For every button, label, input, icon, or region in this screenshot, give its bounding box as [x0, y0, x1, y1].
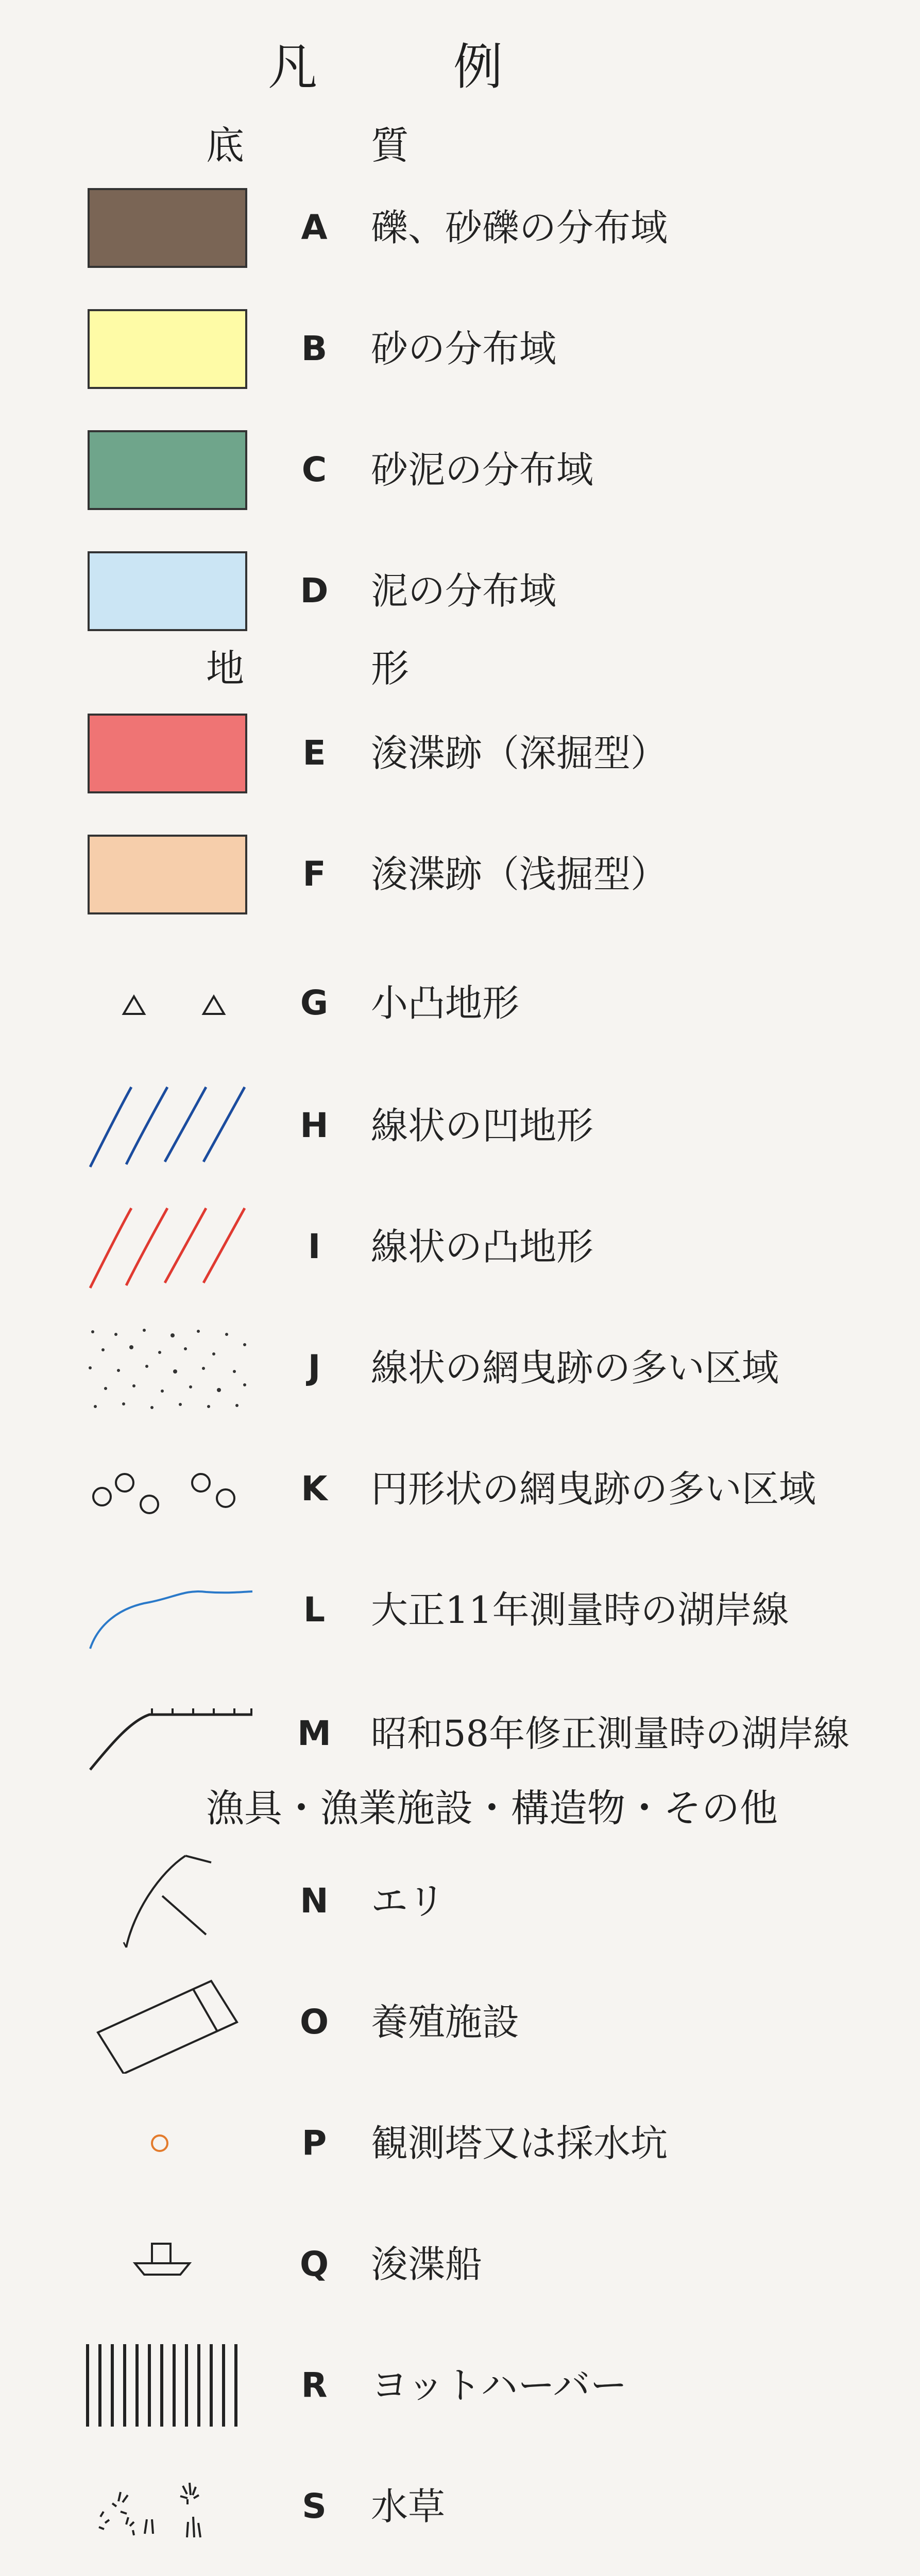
legend-label: 水草 — [371, 2485, 446, 2528]
legend-letter: S — [302, 2486, 327, 2526]
legend-letter: N — [300, 1881, 329, 1921]
legend-row-k — [0, 1437, 920, 1540]
mud-swatch — [88, 551, 247, 631]
legend-row-q — [0, 2213, 920, 2316]
legend-label: 砂泥の分布域 — [371, 448, 594, 492]
legend-row-l — [0, 1558, 920, 1662]
convex-lines-icon — [82, 1200, 252, 1293]
legend-letter: I — [308, 1227, 321, 1266]
section-substrate-char-1: 底 — [206, 124, 244, 168]
legend-row-j — [0, 1316, 920, 1419]
legend-label: 泥の分布域 — [371, 569, 557, 613]
legend-letter: F — [302, 854, 326, 894]
concave-lines-icon — [82, 1079, 252, 1172]
legend-label: 浚渫跡（深掘型） — [371, 732, 668, 775]
section-substrate — [0, 117, 920, 174]
new-shoreline-icon — [82, 1690, 258, 1772]
legend-label: 礫、砂礫の分布域 — [371, 206, 668, 249]
old-shoreline-icon — [82, 1569, 258, 1651]
legend-title — [0, 31, 920, 103]
legend-letter: G — [300, 983, 329, 1023]
legend-row-e — [0, 708, 920, 811]
legend-row-c — [0, 425, 920, 528]
eri-fish-trap-icon — [103, 1850, 237, 1953]
legend-letter: E — [302, 733, 326, 773]
legend-row-b — [0, 304, 920, 407]
water-plant-icon — [88, 2465, 242, 2548]
aquaculture-icon — [88, 1971, 247, 2074]
legend-row-i — [0, 1195, 920, 1298]
legend-row-o — [0, 1971, 920, 2074]
legend-letter: R — [301, 2365, 328, 2405]
legend-letter: C — [301, 450, 327, 489]
legend-letter: L — [303, 1590, 326, 1630]
legend-row-s — [0, 2455, 920, 2558]
legend-label: 線状の凹地形 — [371, 1104, 594, 1147]
legend-letter: P — [301, 2123, 327, 2163]
legend-row-g — [0, 953, 920, 1056]
legend-row-p — [0, 2092, 920, 2195]
legend-label: 大正11年測量時の湖岸線 — [371, 1588, 789, 1632]
legend-label: エリ — [371, 1879, 446, 1923]
sandy-mud-swatch — [88, 430, 247, 510]
legend-row-m — [0, 1680, 920, 1783]
circles-area-icon — [82, 1453, 258, 1525]
legend-letter: B — [301, 329, 328, 368]
legend-letter: K — [301, 1469, 328, 1509]
yacht-harbor-icon — [82, 2342, 247, 2429]
legend-letter: O — [299, 2002, 329, 2042]
legend-label: 観測塔又は採水坑 — [371, 2122, 668, 2165]
section-substrate-char-2: 質 — [371, 124, 409, 168]
legend-letter: D — [300, 571, 329, 611]
legend-letter: M — [297, 1714, 331, 1753]
legend-row-n — [0, 1850, 920, 1953]
legend-label: 浚渫船 — [371, 2243, 483, 2286]
section-terrain-char-2: 形 — [371, 647, 409, 691]
legend-label: 線状の網曳跡の多い区域 — [371, 1346, 779, 1389]
small-convex-triangle-icon — [88, 974, 247, 1036]
legend-label: 浚渫跡（浅掘型） — [371, 853, 668, 896]
legend-letter: H — [300, 1106, 329, 1145]
legend-label: 円形状の網曳跡の多い区域 — [371, 1467, 816, 1511]
legend-row-d — [0, 546, 920, 649]
legend-row-r — [0, 2334, 920, 2437]
section-terrain — [0, 640, 920, 697]
legend-row-h — [0, 1074, 920, 1177]
legend-row-f — [0, 829, 920, 933]
dredge-deep-swatch — [88, 714, 247, 793]
dredger-ship-icon — [129, 2233, 196, 2290]
dots-area-icon — [82, 1324, 252, 1412]
legend-letter: J — [308, 1348, 321, 1387]
section-terrain-char-1: 地 — [206, 647, 244, 691]
section-facilities: 漁具・漁業施設・構造物・その他 — [206, 1786, 778, 1831]
legend-row-a — [0, 183, 920, 286]
legend-label: 砂の分布域 — [371, 327, 557, 370]
legend-label: 養殖施設 — [371, 2001, 520, 2044]
gravel-swatch — [88, 188, 247, 268]
legend-label: 昭和58年修正測量時の湖岸線 — [371, 1713, 850, 1755]
legend-label: 線状の凸地形 — [371, 1225, 594, 1268]
dredge-shallow-swatch — [88, 835, 247, 914]
observation-tower-icon — [144, 2128, 175, 2159]
legend-label: ヨットハーバー — [371, 2364, 627, 2407]
legend-letter: Q — [299, 2244, 329, 2284]
sand-swatch — [88, 309, 247, 389]
legend-letter: A — [301, 208, 328, 247]
title-char-1: 凡 — [268, 38, 317, 96]
legend-label: 小凸地形 — [371, 981, 520, 1025]
title-char-2: 例 — [453, 38, 503, 96]
